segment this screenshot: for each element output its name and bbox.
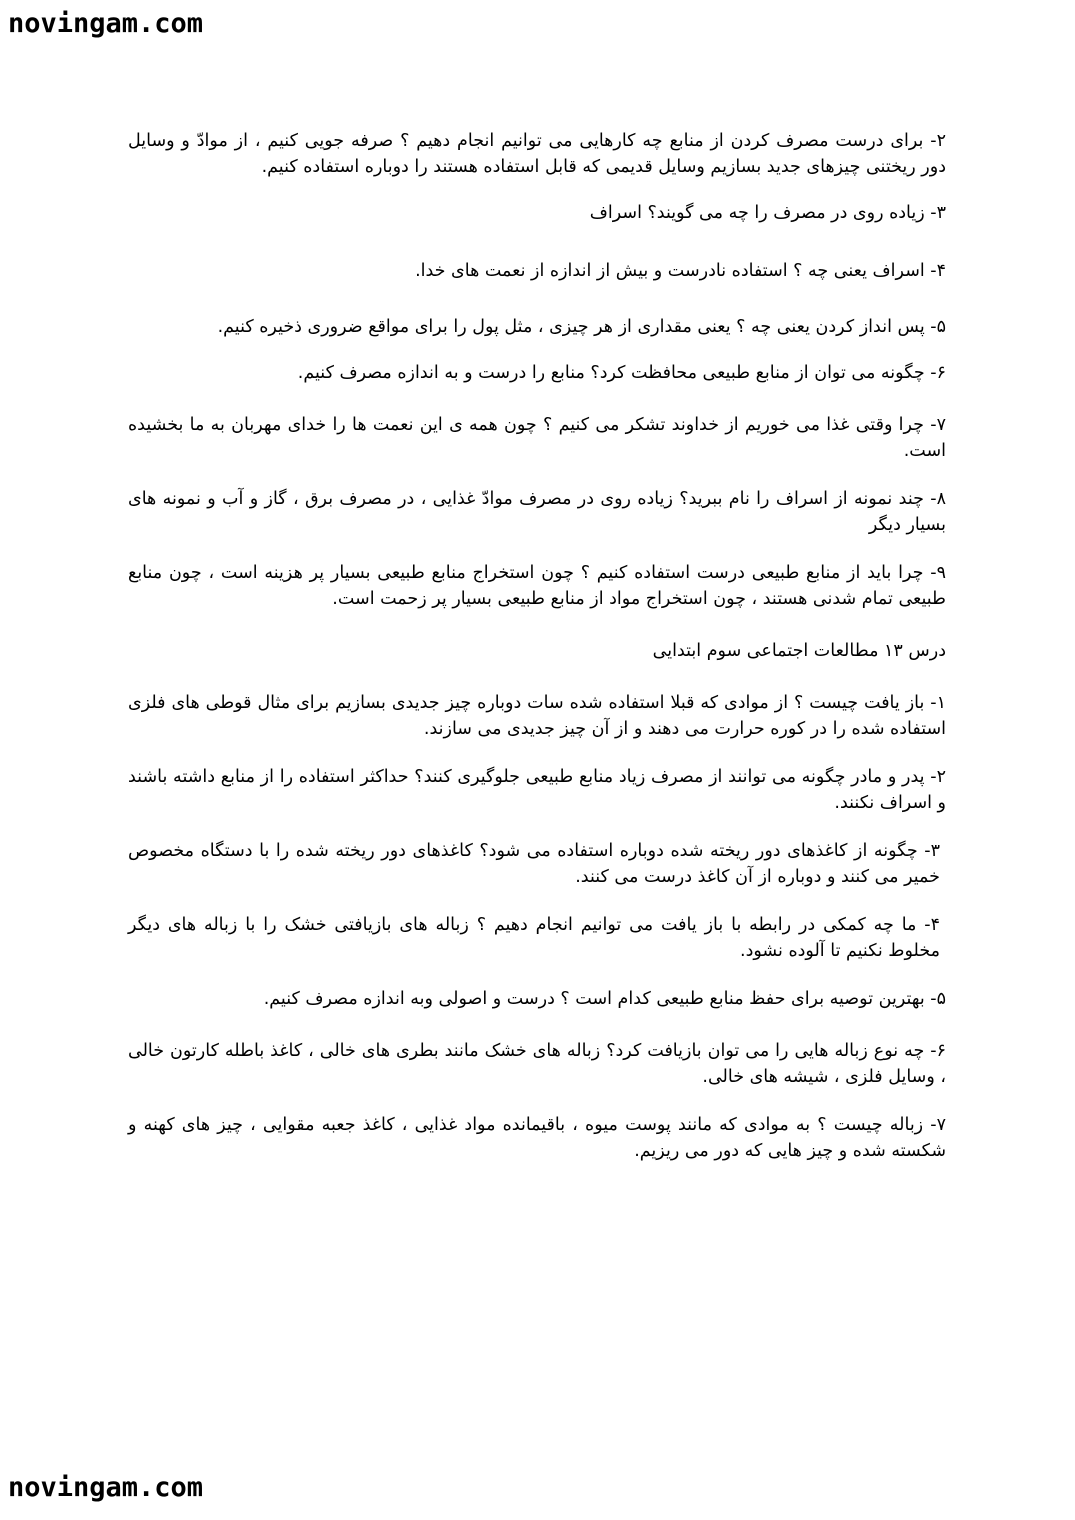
qa-paragraph-l12-5: ۵- پس انداز کردن یعنی چه ؟ یعنی مقداری از هر چیزی ، مثل پول را برای مواقع ضروری ذخیره کنیم. (217, 317, 946, 337)
qa-paragraph-l13-1: ۱- باز یافت چیست ؟ از موادی که قبلا استفاده شده سات دوباره چیز جدیدی بسازیم برای مثال قوطی های فلزی استفاده شده را در کوره حرارت می دهند و از آن چیز جدیدی می سازند. (128, 693, 946, 739)
qa-paragraph-l13-2: ۲- پدر و مادر چگونه می توانند از مصرف زیاد منابع طبیعی جلوگیری کنند؟ حداکثر استفاده را از منابع داشته باشند و اسراف نکنند. (128, 767, 946, 813)
qa-paragraph-l13-7: ۷- زباله چیست ؟ به موادی که مانند پوست میوه ، باقیمانده مواد غذایی ، کاغذ جعبه مقوایی ، چیز های کهنه و شکسته شده و چیز هایی که دور می ریزیم. (128, 1115, 946, 1161)
qa-paragraph-l12-7: ۷- چرا وقتی غذا می خوریم از خداوند تشکر می کنیم ؟ چون همه ی این نعمت ها را خدای مهربان به ما بخشیده است. (128, 415, 946, 461)
lesson-13-heading: درس ۱۳ مطالعات اجتماعی سوم ابتدایی (652, 641, 946, 661)
watermark-bottom: novingam.com (8, 1472, 204, 1503)
qa-paragraph-l12-8: ۸- چند نمونه از اسراف را نام ببرید؟ زیاده روی در مصرف موادّ غذایی ، در مصرف برق ، گاز و آب و نمونه های بسیار دیگر (128, 489, 946, 535)
qa-paragraph-l13-3: ۳- چگونه از کاغذهای دور ریخته شده دوباره استفاده می شود؟ کاغذهای دور ریخته شده را با دستگاه مخصوص خمیر می کنند و دوباره از آن کاغذ درست می کنند. (128, 841, 940, 887)
qa-paragraph-l12-6: ۶- چگونه می توان از منابع طبیعی محافظت کرد؟ منابع را درست و به اندازه مصرف کنیم. (297, 363, 946, 383)
qa-paragraph-l13-4: ۴- ما چه کمکی در رابطه با باز یافت می توانیم انجام دهیم ؟ زباله های بازیافتی خشک را با زباله های دیگر مخلوط نکنیم تا آلوده نشود. (128, 915, 940, 961)
qa-paragraph-l13-5: ۵- بهترین توصیه برای حفظ منابع طبیعی کدام است ؟ درست و اصولی وبه اندازه مصرف کنیم. (263, 989, 946, 1009)
qa-paragraph-l12-9: ۹- چرا باید از منابع طبیعی درست استفاده کنیم ؟ چون استخراج منابع طبیعی بسیار پر هزینه است ، چون منابع طبیعی تمام شدنی هستند ، چون استخراج مواد از منابع طبیعی بسیار پر زحمت است. (128, 563, 946, 609)
qa-paragraph-l13-6: ۶- چه نوع زباله هایی را می توان بازیافت کرد؟ زباله های خشک مانند بطری های خالی ، کاغذ باطله کارتون خالی ، وسایل فلزی ، شیشه های خالی. (128, 1041, 946, 1087)
watermark-top: novingam.com (8, 8, 204, 39)
qa-paragraph-l12-2: ۲- برای درست مصرف کردن از منابع چه کارهایی می توانیم انجام دهیم ؟ صرفه جویی کنیم ، از موادّ و وسایل دور ریختنی چیزهای جدید بسازیم وسایل قدیمی که قابل استفاده هستند را دوباره استفاده کنیم. (128, 131, 946, 177)
document-body (128, 128, 946, 1164)
qa-paragraph-l12-3: ۳- زیاده روی در مصرف را چه می گویند؟ اسراف (589, 203, 946, 223)
qa-paragraph-l12-4: ۴- اسراف یعنی چه ؟ استفاده نادرست و بیش از اندازه از نعمت های خدا. (415, 261, 946, 281)
